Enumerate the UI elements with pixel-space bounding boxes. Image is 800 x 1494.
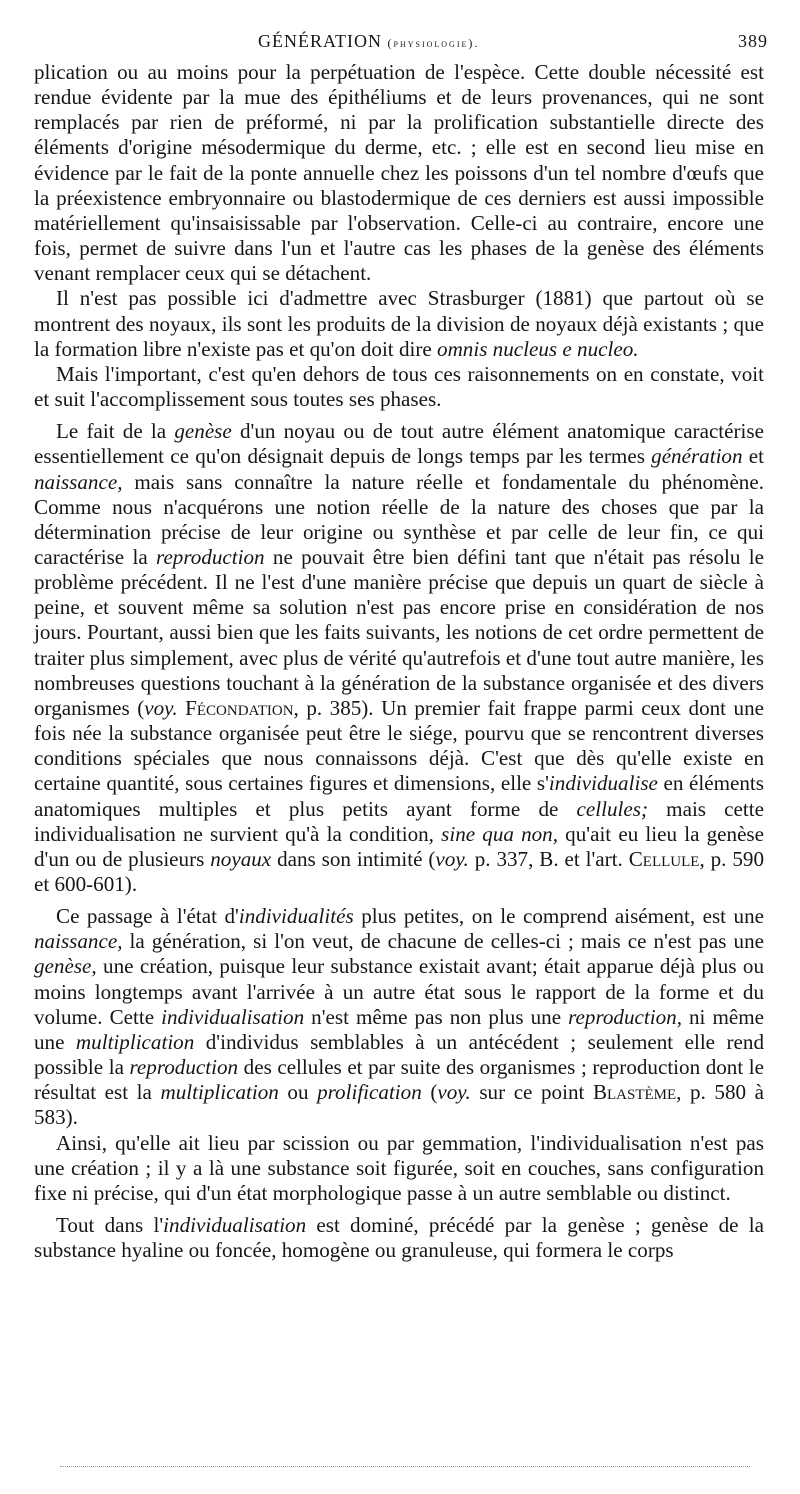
- italic-term: naissance,: [34, 929, 123, 954]
- running-head: [30, 31, 768, 57]
- italic-term: individualités: [238, 904, 354, 929]
- italic-term: reproduction: [156, 544, 265, 569]
- paragraph-text: Il n'est pas possible ici d'admettre avec Strasburger (1881) que partout où se montrent des noyaux, ils sont les produits de la division de noyaux déjà existants ; que la formation libre n'existe pas et qu'on doit dire: [34, 286, 764, 361]
- italic-term: multiplication: [160, 1080, 279, 1105]
- paragraph-text: p. 337, B. et l'art.: [468, 846, 629, 871]
- paragraph-text: la génération, si l'on veut, de chacune de celles-ci ; mais ce n'est pas une: [122, 929, 764, 954]
- italic-term: cellules;: [576, 796, 648, 821]
- paragraph-text: ne pouvait être bien défini tant que n'était pas résolu le problème précédent. Il ne l'est d'une manière précise que depuis un quart de siècle à peine, et souvent même sa solution n'est pas encore prise en considération de nos jours. Pourtant, aussi bien que les faits suivants, les notions de cet ordre permettent de traiter plus simplement, avec plus de vérité qu'autrefois et d'une tout autre manière, les nombreuses questions touchant à la génération de la substance organisée et des divers organismes (: [34, 544, 764, 720]
- paragraph-1: [34, 60, 764, 286]
- paragraph-text: qu'ait eu lieu la genèse d'un ou de plusieurs: [34, 821, 765, 871]
- paragraph-text: Ce passage à l'état d': [56, 904, 239, 929]
- paragraph-text: des cellules et par suite des organismes ; reproduction dont le résultat est la: [34, 1055, 764, 1105]
- running-title: [258, 31, 479, 52]
- paragraph-3: [34, 362, 764, 412]
- italic-term: naissance,: [34, 469, 123, 494]
- running-title-main: GÉNÉRATION: [258, 31, 388, 51]
- paragraph-7: [34, 1213, 764, 1263]
- italic-term: individualise: [548, 771, 658, 796]
- paragraph-text: dans son intimité (: [271, 846, 436, 871]
- paragraph-text: Mais l'important, c'est qu'en dehors de tous ces raisonnements on en constate, voit et suit l'accomplissement sous toutes ses phases.: [34, 361, 764, 412]
- paragraph-text: mais cette individualisation ne survient qu'à la condition,: [34, 796, 764, 846]
- paragraph-text: d'individus semblables à un antécédent ; seulement elle rend possible la: [34, 1029, 764, 1080]
- paragraph-text: plus petites, on le comprend aisément, est une: [353, 904, 764, 929]
- paragraph-text: Ainsi, qu'elle ait lieu par scission ou par gemmation, l'individualisation n'est pas une création ; il y a là une substance soit figurée, soit en couches, sans configuration fixe ni précise, qui d'un état morphologique passe à un autre semblable ou distinct.: [34, 1130, 764, 1205]
- latin-phrase: omnis nucleus e nucleo.: [437, 336, 639, 361]
- paragraph-4: [34, 419, 764, 897]
- italic-term: prolification: [317, 1080, 422, 1105]
- paragraph-text: , p. 385). Un premier fait frappe parmi ceux dont une fois née la substance organisée peut être le siége, pourvu que se rencontrent diverses conditions spéciales que nous connaissons déjà. C'est que dès qu'elle existe en certaine quantité, sous certaines figures et dimensions, elle s': [34, 695, 764, 796]
- paragraph-6: [34, 1131, 764, 1206]
- paragraph-text: est dominé, précédé par la genèse ; genèse de la substance hyaline ou foncée, homogène ou granuleuse, qui formera le corps: [34, 1213, 764, 1263]
- paragraph-text: et: [742, 444, 764, 469]
- paragraph-text: ou: [278, 1080, 318, 1105]
- paragraph-text: , p. 590 et 600-601).: [34, 846, 764, 896]
- cross-reference: Fécondation: [177, 695, 294, 720]
- italic-term: multiplication: [75, 1029, 195, 1054]
- italic-term: genèse: [174, 419, 232, 444]
- body-text: [34, 60, 764, 1263]
- running-title-subject: (physiologie).: [387, 36, 480, 50]
- italic-term: reproduction: [129, 1055, 239, 1080]
- paragraph-2: [34, 286, 764, 361]
- paragraph-text: une création, puisque leur substance existait avant; était apparue déjà plus ou moins longtemps avant l'arrivée à un autre état sous le rapport de la forme et du volume. Cette: [34, 954, 764, 1029]
- italic-term: sine qua non,: [441, 821, 559, 846]
- italic-term: genèse,: [34, 954, 97, 979]
- italic-term: noyaux: [210, 846, 272, 871]
- paragraph-text: mais sans connaître la nature réelle et fondamentale du phénomène. Comme nous n'acquérons une notion réelle de la nature des choses que par la détermination précise de leur origine ou synthèse et par celle de leur fin, ce qui caractérise la: [34, 469, 764, 569]
- paragraph-text: plication ou au moins pour la perpétuation de l'espèce. Cette double nécessité est rendue évidente par la mue des épithéliums et de leurs provenances, qui ne sont remplacés par rien de préformé, ni par la prolification substantielle directe des éléments d'origine mésodermique du derme, etc. ; elle est en second lieu mise en évidence par le fait de la ponte annuelle chez les poissons d'un tel nombre d'œufs que la préexistence embryonnaire ou blastodermique de ces derniers est aussi impossible matériellement qu'insaisissable par l'observation. Celle-ci au contraire, encore une fois, permet de suivre dans l'un et l'autre cas les phases de la genèse des éléments venant remplacer ceux qui se détachent.: [34, 60, 764, 286]
- paragraph-text: , p. 580 à 583).: [34, 1080, 764, 1130]
- footer-dotted-rule: [60, 1466, 750, 1467]
- italic-term: individualisation: [163, 1213, 307, 1238]
- italic-term: voy.: [437, 1080, 471, 1105]
- paragraph-text: ni même une: [34, 1004, 764, 1054]
- paragraph-text: en éléments anatomiques multiples et plus petits ayant forme de: [34, 771, 765, 821]
- paragraph-text: n'est même pas non plus une: [304, 1004, 569, 1029]
- italic-term: individualisation: [161, 1004, 305, 1029]
- italic-term: voy.: [435, 846, 469, 871]
- italic-term: génération: [651, 444, 743, 469]
- paragraph-text: Le fait de la: [56, 419, 175, 444]
- paragraph-text: sur ce point: [470, 1080, 593, 1105]
- cross-reference: Blastème: [592, 1080, 677, 1105]
- paragraph-text: Tout dans l': [56, 1213, 164, 1238]
- cross-reference: Cellule: [628, 846, 700, 871]
- paragraph-text: (: [421, 1080, 438, 1105]
- italic-term: reproduction,: [568, 1004, 682, 1029]
- italic-term: voy.: [144, 695, 178, 720]
- paragraph-text: d'un noyau ou de tout autre élément anatomique caractérise essentiellement ce qu'on désignait depuis de longs temps par les termes: [34, 419, 764, 469]
- paragraph-5: [34, 904, 764, 1130]
- page-number: 389: [738, 31, 768, 51]
